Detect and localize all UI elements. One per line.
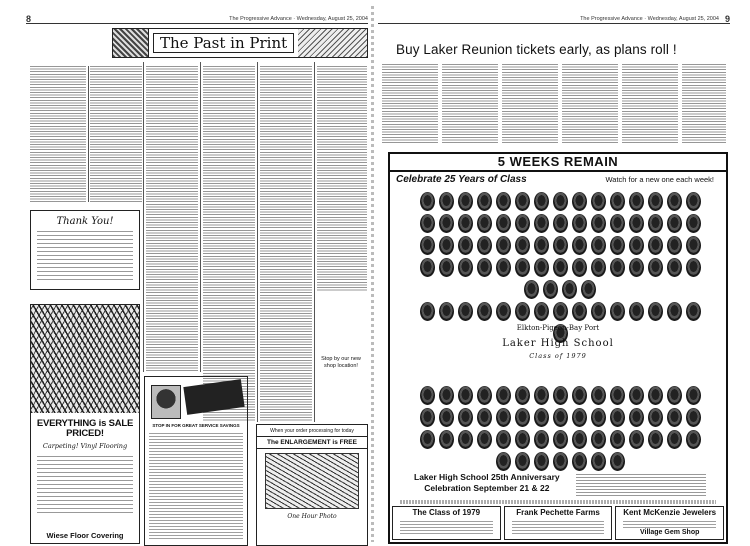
flooring-ad-subline: Carpeting! Vinyl Flooring xyxy=(42,441,128,450)
class-member-portrait xyxy=(648,302,663,321)
class-member-portrait xyxy=(439,258,454,277)
class-member-portrait xyxy=(686,214,701,233)
reunion-subtitle: Celebrate 25 Years of Class xyxy=(396,174,527,185)
class-member-portrait xyxy=(553,214,568,233)
column-rule xyxy=(200,62,201,372)
left-folio-text: The Progressive Advance · Wednesday, August 25, 2004 xyxy=(229,15,368,22)
class-member-portrait xyxy=(686,192,701,211)
class-member-portrait xyxy=(496,302,511,321)
enlargement-ad-photo xyxy=(265,453,359,509)
class-member-portrait xyxy=(667,192,682,211)
class-member-portrait xyxy=(496,386,511,405)
flooring-ad-headline: EVERYTHING is SALE PRICED! xyxy=(36,418,134,439)
class-member-portrait xyxy=(629,192,644,211)
thank-you-body xyxy=(37,231,133,281)
class-member-portrait xyxy=(534,214,549,233)
class-member-portrait xyxy=(515,386,530,405)
class-member-portrait xyxy=(420,214,435,233)
class-member-portrait xyxy=(477,302,492,321)
class-member-portrait xyxy=(572,192,587,211)
class-member-portrait xyxy=(572,430,587,449)
script-banner-logo xyxy=(183,379,244,415)
column-rule xyxy=(314,62,315,422)
class-member-portrait xyxy=(420,236,435,255)
class-member-portrait xyxy=(667,258,682,277)
school-district: Elkton-Pigeon-Bay Port xyxy=(516,324,600,332)
class-member-portrait xyxy=(420,192,435,211)
class-member-portrait xyxy=(420,386,435,405)
article-column-1 xyxy=(30,66,86,202)
class-member-portrait xyxy=(458,302,473,321)
class-member-portrait xyxy=(553,452,568,471)
class-member-portrait xyxy=(610,408,625,427)
class-member-portrait xyxy=(572,302,587,321)
class-member-portrait xyxy=(610,258,625,277)
class-member-portrait xyxy=(591,258,606,277)
class-member-portrait xyxy=(420,258,435,277)
sponsor-text xyxy=(623,521,716,529)
class-member-portrait xyxy=(629,258,644,277)
class-member-portrait xyxy=(458,386,473,405)
class-member-portrait xyxy=(515,408,530,427)
past-in-print-header xyxy=(112,28,368,58)
school-name: Laker High School xyxy=(502,338,614,349)
article-text-2 xyxy=(442,64,498,144)
column-rule xyxy=(257,62,258,422)
class-member-portrait xyxy=(534,408,549,427)
right-folio xyxy=(378,14,730,24)
class-member-portrait xyxy=(439,386,454,405)
class-member-portrait xyxy=(667,236,682,255)
class-member-portrait xyxy=(591,452,606,471)
class-member-portrait xyxy=(629,386,644,405)
class-member-portrait xyxy=(458,258,473,277)
class-member-portrait xyxy=(686,258,701,277)
reunion-anniversary xyxy=(414,472,560,493)
article-column-2 xyxy=(90,66,142,202)
sponsor-text xyxy=(512,521,605,535)
class-member-portrait xyxy=(629,430,644,449)
reunion-countdown-title: 5 WEEKS REMAIN xyxy=(390,154,726,172)
class-member-portrait xyxy=(477,386,492,405)
class-member-portrait xyxy=(648,236,663,255)
class-member-portrait xyxy=(496,214,511,233)
class-member-portrait xyxy=(591,430,606,449)
class-member-portrait xyxy=(553,408,568,427)
column-rule xyxy=(88,66,89,202)
class-member-portrait xyxy=(477,214,492,233)
class-member-portrait xyxy=(648,386,663,405)
class-member-portrait xyxy=(648,408,663,427)
class-member-portrait xyxy=(477,430,492,449)
celebration-line: Celebration September 21 & 22 xyxy=(424,482,550,493)
article-text-4 xyxy=(562,64,618,144)
class-member-portrait xyxy=(648,214,663,233)
class-member-portrait xyxy=(629,408,644,427)
reunion-watch-note: Watch for a new one each week! xyxy=(605,175,714,184)
class-member-portrait xyxy=(496,430,511,449)
class-member-portrait xyxy=(667,302,682,321)
class-member-portrait xyxy=(629,236,644,255)
enlargement-ad-intro: When your order processing for today xyxy=(270,428,354,434)
reunion-ad xyxy=(388,152,728,544)
class-member-portrait xyxy=(543,280,558,299)
class-year: Class of 1979 xyxy=(529,352,587,360)
class-member-portrait xyxy=(515,258,530,277)
class-member-portrait xyxy=(686,430,701,449)
class-member-portrait xyxy=(458,408,473,427)
sponsor-mckenzie-jewelers xyxy=(615,506,724,540)
class-member-portrait xyxy=(534,302,549,321)
article-column-6 xyxy=(317,66,367,292)
class-member-portrait xyxy=(629,214,644,233)
photo-ad xyxy=(144,376,248,546)
class-member-portrait xyxy=(553,192,568,211)
flooring-ad-brand: Wiese Floor Covering xyxy=(46,531,124,540)
portrait-photo xyxy=(151,385,181,419)
class-member-portrait xyxy=(515,430,530,449)
class-member-portrait xyxy=(667,214,682,233)
thank-you-title: Thank You! xyxy=(56,216,114,227)
anniversary-line: Laker High School 25th Anniversary xyxy=(414,472,560,482)
class-member-portrait xyxy=(610,302,625,321)
class-member-portrait xyxy=(420,302,435,321)
article-text-6 xyxy=(682,64,726,144)
right-page-number: 9 xyxy=(724,13,730,24)
class-member-portrait xyxy=(477,258,492,277)
class-member-portrait xyxy=(496,236,511,255)
flooring-ad xyxy=(30,304,140,544)
sponsor-pechette-farms xyxy=(504,506,613,540)
flooring-ad-details xyxy=(37,456,133,516)
class-member-portrait xyxy=(610,236,625,255)
sponsor-name: Frank Pechette Farms xyxy=(516,508,600,517)
article-text-1 xyxy=(382,64,438,144)
class-member-portrait xyxy=(667,430,682,449)
class-member-portrait xyxy=(591,192,606,211)
class-member-portrait xyxy=(553,258,568,277)
left-folio xyxy=(26,14,368,24)
class-member-portrait xyxy=(572,408,587,427)
class-member-portrait xyxy=(534,258,549,277)
class-member-portrait xyxy=(458,430,473,449)
photo-ad-caption: STOP IN FOR GREAT SERVICE SAVINGS xyxy=(152,423,240,428)
class-member-portrait xyxy=(610,214,625,233)
class-member-portrait xyxy=(562,280,577,299)
sponsor-name: Kent McKenzie Jewelers xyxy=(623,508,717,517)
class-member-portrait xyxy=(515,236,530,255)
sponsor-class-of-1979 xyxy=(392,506,501,540)
reunion-fine-print xyxy=(400,500,716,504)
class-member-portrait xyxy=(439,192,454,211)
class-member-portrait xyxy=(524,280,539,299)
enlargement-ad xyxy=(256,424,368,546)
article-text-3 xyxy=(502,64,558,144)
class-member-portrait xyxy=(439,214,454,233)
class-member-portrait xyxy=(477,192,492,211)
class-member-portrait xyxy=(572,214,587,233)
class-member-portrait xyxy=(477,408,492,427)
page-gutter xyxy=(371,6,374,542)
article-text-5 xyxy=(622,64,678,144)
class-member-portrait xyxy=(591,408,606,427)
class-member-portrait xyxy=(629,302,644,321)
class-member-portrait xyxy=(591,386,606,405)
class-member-portrait xyxy=(686,236,701,255)
class-member-portrait xyxy=(534,430,549,449)
right-folio-text: The Progressive Advance · Wednesday, August 25, 2004 xyxy=(580,15,719,22)
class-member-portrait xyxy=(610,452,625,471)
class-member-portrait xyxy=(496,452,511,471)
class-member-portrait xyxy=(458,236,473,255)
class-member-portrait xyxy=(515,192,530,211)
enlargement-ad-headline: The ENLARGEMENT is FREE xyxy=(257,436,367,449)
header-banner-art xyxy=(298,29,367,57)
sponsor-name: The Class of 1979 xyxy=(412,508,481,517)
class-member-portrait xyxy=(515,452,530,471)
class-member-portrait xyxy=(477,236,492,255)
class-member-portrait xyxy=(686,302,701,321)
class-member-portrait xyxy=(581,280,596,299)
class-member-portrait xyxy=(648,258,663,277)
class-member-portrait xyxy=(458,192,473,211)
class-member-portrait xyxy=(458,214,473,233)
sponsor-row xyxy=(392,506,724,540)
class-member-portrait xyxy=(420,430,435,449)
class-member-portrait xyxy=(534,452,549,471)
class-member-portrait xyxy=(496,258,511,277)
class-member-portrait xyxy=(534,192,549,211)
class-member-portrait xyxy=(515,214,530,233)
class-member-portrait xyxy=(572,258,587,277)
class-member-portrait xyxy=(686,408,701,427)
class-member-portrait xyxy=(648,192,663,211)
left-page-number: 8 xyxy=(26,13,32,24)
class-member-portrait xyxy=(553,236,568,255)
class-portraits-middle xyxy=(410,300,710,322)
class-member-portrait xyxy=(439,430,454,449)
header-illustration xyxy=(113,29,149,57)
class-member-portrait xyxy=(496,192,511,211)
class-member-portrait xyxy=(686,386,701,405)
class-member-portrait xyxy=(534,386,549,405)
left-page xyxy=(26,14,368,540)
class-member-portrait xyxy=(553,302,568,321)
class-portraits-bottom xyxy=(410,384,710,472)
sponsor-text xyxy=(400,521,493,535)
class-member-portrait xyxy=(591,302,606,321)
flooring-ad-illustration xyxy=(31,305,139,413)
class-member-portrait xyxy=(610,192,625,211)
class-member-portrait xyxy=(610,430,625,449)
class-member-portrait xyxy=(439,408,454,427)
sponsor-footer: Village Gem Shop xyxy=(639,528,700,536)
class-member-portrait xyxy=(439,302,454,321)
enlargement-ad-footer: One Hour Photo xyxy=(287,513,337,520)
photo-ad-text xyxy=(149,433,243,539)
article-column-4 xyxy=(203,66,255,421)
section-title: The Past in Print xyxy=(153,33,294,53)
class-member-portrait xyxy=(648,430,663,449)
class-member-portrait xyxy=(591,236,606,255)
class-member-portrait xyxy=(515,302,530,321)
thank-you-notice xyxy=(30,210,140,290)
class-member-portrait xyxy=(553,430,568,449)
class-member-portrait xyxy=(572,386,587,405)
article-column-5 xyxy=(260,66,312,421)
reunion-contact-info xyxy=(576,474,706,498)
column-rule xyxy=(143,62,144,372)
stop-in-notice: Stop by our new shop location! xyxy=(321,356,361,369)
class-member-portrait xyxy=(534,236,549,255)
class-member-portrait xyxy=(667,386,682,405)
class-portraits-top xyxy=(410,190,710,300)
right-page xyxy=(378,14,730,540)
class-member-portrait xyxy=(496,408,511,427)
class-member-portrait xyxy=(553,386,568,405)
class-member-portrait xyxy=(572,452,587,471)
article-column-3 xyxy=(146,66,198,371)
class-member-portrait xyxy=(667,408,682,427)
class-member-portrait xyxy=(420,408,435,427)
class-member-portrait xyxy=(610,386,625,405)
article-headline: Buy Laker Reunion tickets early, as plans roll ! xyxy=(396,42,677,57)
class-member-portrait xyxy=(572,236,587,255)
class-member-portrait xyxy=(591,214,606,233)
class-member-portrait xyxy=(439,236,454,255)
